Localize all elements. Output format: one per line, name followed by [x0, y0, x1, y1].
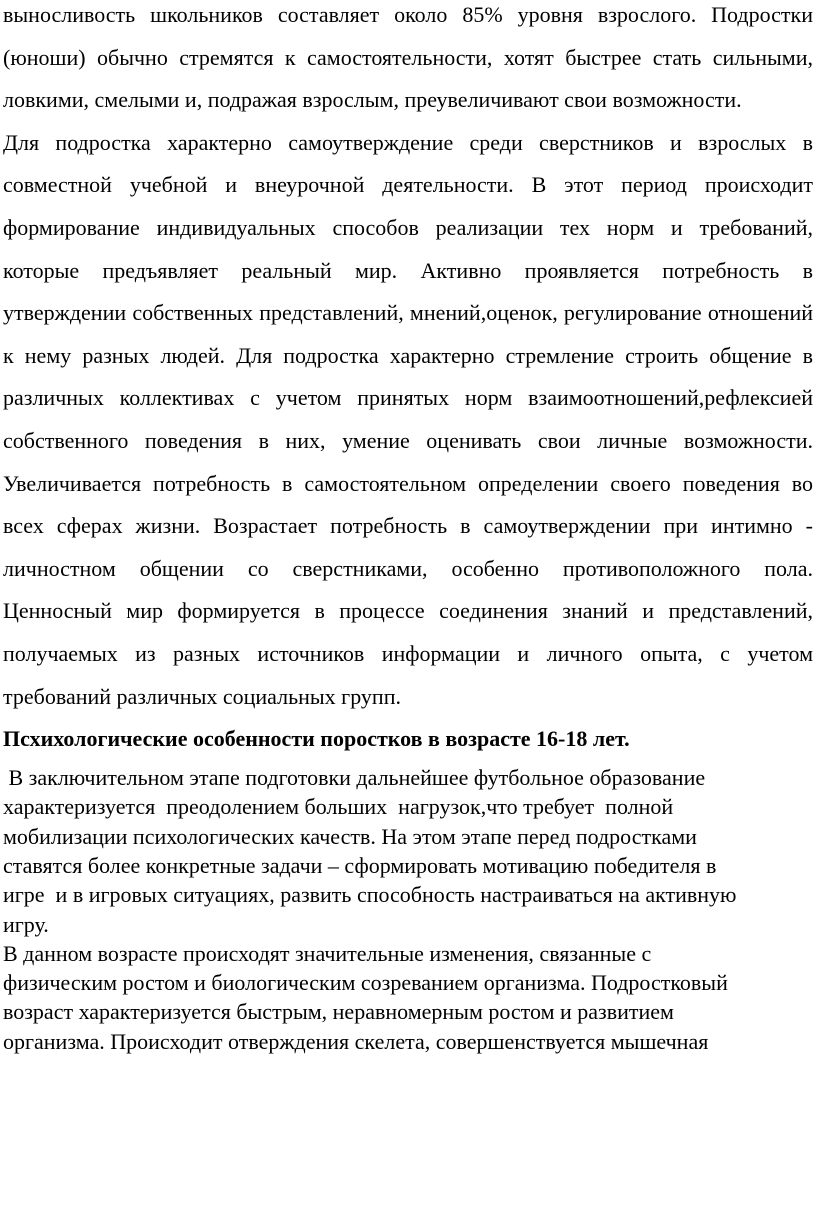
paragraph-self-affirmation: Для подростка характерно самоутверждение среди сверстников и взрослых в совместной учебной и внеурочной деятельности. В этот период происходит формирование индивидуальных способов реализации тех норм и требований, которые предъявляет реальный мир. Активно проявляется потребность в утверждении собственных представлений, мнений,оценок, регулирование отношений к нему разных людей. Для подростка характерно стремление строить общение в различных коллективах с учетом принятых норм взаимоотношений,рефлексией собственного поведения в них, умение оценивать свои личные возможности. Увеличивается потребность в самостоятельном определении своего поведения во всех сферах жизни. Возрастает потребность в самоутверждении при интимно - личностном общении со сверстниками, особенно противоположного пола. Ценносный мир формируется в процессе соединения знаний и представлений, получаемых из разных источников информации и личного опыта, с учетом требований различных социальных групп. — [3, 129, 813, 709]
text-line: В данном возрасте происходят значительные изменения, связанные с — [3, 940, 652, 966]
section-heading: Псхихологические особенности поростков в возрасте 16-18 лет. — [3, 726, 630, 752]
paragraph-endurance: выносливость школьников составляет около 85% уровня взрослого. Подростки (юноши) обычно стремятся к самостоятельности, хотят быстрее стать сильными, ловкими, смелыми и, подражая взрослым, преувеличивают свои возможности. — [3, 2, 813, 113]
text-line: характеризуется преодолением больших нагрузок,что требует полной — [3, 794, 674, 820]
text-line: мобилизации психологических качеств. На этом этапе перед подростками — [3, 823, 697, 849]
text-line: физическим ростом и биологическим созреванием организма. Подростковый — [3, 970, 728, 996]
text-line: игру. — [3, 911, 49, 937]
text-line: организма. Происходит отверждения скелета, совершенствуется мышечная — [3, 1028, 709, 1054]
paragraph-physical-growth — [3, 939, 813, 1056]
text-line: В заключительном этапе подготовки дальнейшее футбольное образование — [3, 765, 706, 791]
text-line: игре и в игровых ситуациях, развить способность настраиваться на активную — [3, 882, 737, 908]
document-page — [3, 0, 813, 1056]
paragraph-final-stage — [3, 763, 813, 939]
text-line: ставятся более конкретные задачи – сформировать мотивацию победителя в — [3, 852, 717, 878]
text-line: возраст характеризуется быстрым, неравномерным ростом и развитием — [3, 999, 674, 1025]
